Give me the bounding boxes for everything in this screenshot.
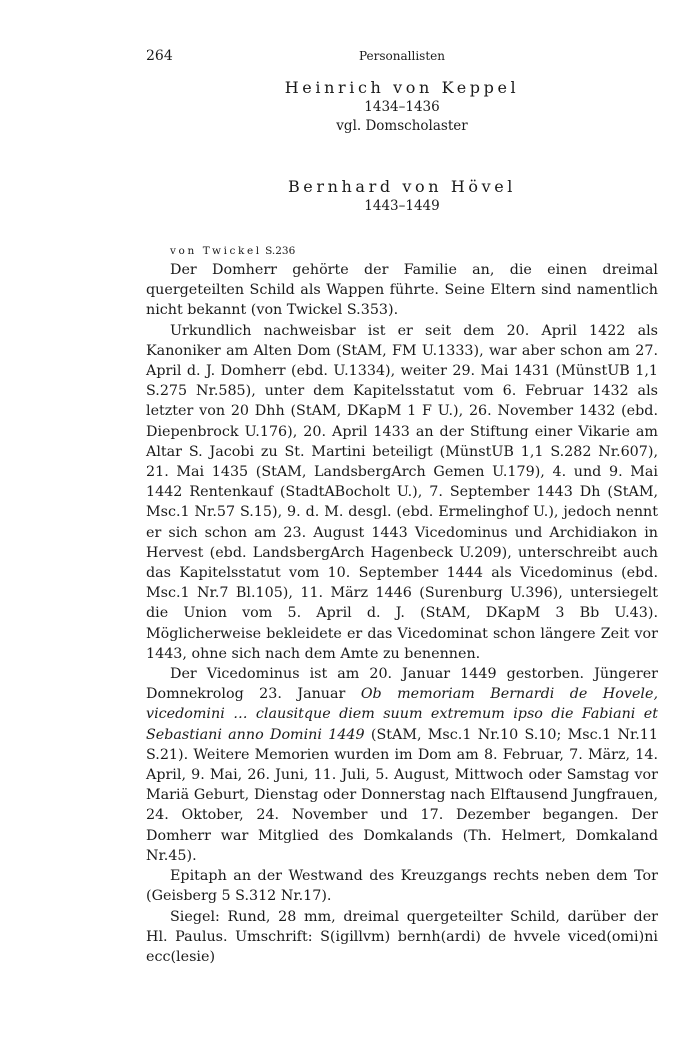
paragraph-text: Der Vicedominus ist am 20. Januar 1449 gestorben. Jüngerer Domnekrolog 23. Januar	[146, 666, 658, 703]
source-page: S.236	[265, 245, 296, 257]
running-title: Personallisten	[359, 49, 445, 63]
source-author: von Twickel	[170, 245, 262, 257]
page-number: 264	[146, 48, 173, 64]
paragraph-family: Der Domherr gehörte der Familie an, die einen dreimal quergeteilten Schild als Wappen führte. Seine Eltern sind namentlich nicht bekannt (von Twickel S.353).	[146, 262, 658, 319]
entry-years: 1434–1436	[364, 99, 440, 115]
paragraph-text: (StAM, Msc.1 Nr.10 S.10; Msc.1 Nr.11 S.21). Weitere Memorien wurden im Dom am 8. Februar, 7. März, 14. April, 9. Mai, 26. Juni, 11. Juli, 5. August, Mittwoch oder Samstag vor Mariä Geburt, Dienstag oder Donnerstag nach Elftausend Jungfrauen, 24. Oktober, 24. November und 17. Dezember begangen. Der Domherr war Mitglied des Domkalands (Th. Helmert, Domkaland Nr.45).	[146, 726, 658, 864]
source-reference	[146, 244, 658, 258]
body-text	[146, 260, 658, 967]
paragraph-death-memorials	[146, 664, 658, 866]
paragraph-seal: Siegel: Rund, 28 mm, dreimal quergeteilter Schild, darüber der Hl. Paulus. Umschrift: S(igillvm) bernh(ardi) de hvvele viced(omi)ni ecc(lesie)	[146, 908, 658, 965]
paragraph-epitaph: Epitaph an der Westwand des Kreuzgangs rechts neben dem Tor (Geisberg 5 S.312 Nr.17).	[146, 868, 658, 905]
book-page	[146, 48, 658, 967]
entry-cross-reference: vgl. Domscholaster	[336, 118, 468, 134]
entry-heading-keppel	[146, 78, 658, 136]
entry-name: Bernhard von Hövel	[287, 177, 517, 196]
entry-name: Heinrich von Keppel	[284, 78, 520, 97]
running-head	[146, 48, 658, 68]
paragraph-documents: Urkundlich nachweisbar ist er seit dem 20. April 1422 als Kanoniker am Alten Dom (StAM, FM U.1333), war aber schon am 27. April d. J. Domherr (ebd. U.1334), weiter 29. Mai 1431 (MünstUB 1,1 S.275 Nr.585), unter dem Kapitelsstatut vom 6. Februar 1432 als letzter von 20 Dhh (StAM, DKapM 1 F U.), 26. November 1432 (ebd. Diepenbrock U.176), 20. April 1433 an der Stiftung einer Vikarie am Altar S. Jacobi zu St. Martini beteiligt (MünstUB 1,1 S.282 Nr.607), 21. Mai 1435 (StAM, LandsbergArch Gemen U.179), 4. und 9. Mai 1442 Rentenkauf (StadtABocholt U.), 7. September 1443 Dh (StAM, Msc.1 Nr.57 S.15), 9. d. M. desgl. (ebd. Ermelinghof U.), jedoch nennt er sich schon am 23. August 1443 Vicedominus und Archidiakon in Hervest (ebd. LandsbergArch Hagenbeck U.209), unterschreibt auch das Kapitelsstatut vom 10. September 1444 als Vicedominus (ebd. Msc.1 Nr.7 Bl.105), 11. März 1446 (Surenburg U.396), untersiegelt die Union vom 5. April d. J. (StAM, DKapM 3 Bb U.43). Möglicherweise bekleidete er das Vicedominat schon längere Zeit vor 1443, ohne sich nach dem Amte zu benennen.	[146, 322, 658, 662]
necrology-quote: Ob memoriam Bernardi de Hovele, vicedomini … clausitque diem suum extremum ipso die Fabiani et Sebastiani anno Domini 1449	[146, 686, 658, 743]
entry-years: 1443–1449	[364, 198, 440, 214]
entry-heading-hoevel	[146, 177, 658, 216]
